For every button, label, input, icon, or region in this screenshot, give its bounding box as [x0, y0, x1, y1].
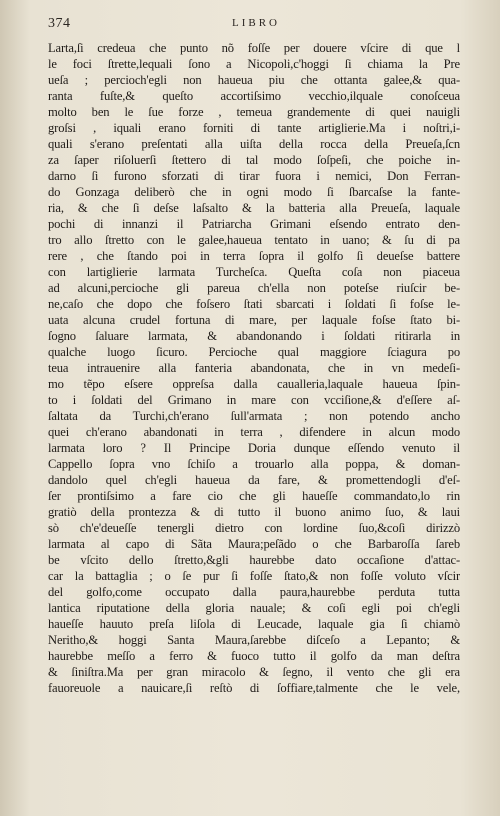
text-line-20: qualche luogo ſicuro. Percioche qual maggiore ſciagura po: [48, 345, 460, 359]
text-line-34: car la battaglia ; o ſe pur ſi foſſe ſtato,& non foſſe voluto vſcir: [48, 569, 460, 583]
text-line-33: be vſcito dello ſtretto,&gli haurebbe dato occaſione d'attac-: [48, 553, 460, 567]
text-line-2: le foci ſtrette,lequali ſono a Nicopoli,c'hoggi ſi chiama la Pre: [48, 57, 460, 71]
text-line-30: gratiò della prontezza & di tutto il buono animo ſuo, & laui: [48, 505, 460, 519]
text-line-35: del golfo,come occupato dalla paura,haurebbe perduta tutta: [48, 585, 460, 599]
text-line-29: ſer prontiſsimo a fare cio che gli haueſſe commandato,lo rin: [48, 489, 460, 503]
text-line-8: za ſaper riſoluerſi ſtettero di tal modo ſoſpeſi, che poiche in-: [48, 153, 460, 167]
text-line-6: groſsi , iquali erano forniti di tante artiglierie.Ma i noſtri,i-: [48, 121, 460, 135]
text-line-13: tro allo ſtretto con le galee,haueua tentato in uano; & ſu di pa: [48, 233, 460, 247]
text-line-32: larmata al capo di Sãta Maura;peſãdo o che Barbaroſſa ſareb: [48, 537, 460, 551]
text-line-17: ne,caſo che dopo che foſsero ſtati sbarcati i ſoldati ſi foſse le-: [48, 297, 460, 311]
running-head: [48, 16, 464, 36]
book-title: LIBRO: [232, 17, 280, 29]
text-line-26: larmata loro ? Il Principe Doria dunque eſſendo venuto il: [48, 441, 460, 455]
text-line-12: pochi di innanzi il Patriarcha Grimani eſsendo entrato den-: [48, 217, 460, 231]
text-line-28: dandolo quel ch'egli haueua da fare, & promettendogli d'eſ-: [48, 473, 460, 487]
text-line-27: Cappello ſopra vno ſchiſo a trouarlo alla poppa, & doman-: [48, 457, 460, 471]
text-line-16: ad alcuni,percioche gli pareua ch'ella non poteſse riuſcir be-: [48, 281, 460, 295]
text-line-31: sò ch'e'deueſſe tenergli dietro con lordine ſuo,&coſi dirizzò: [48, 521, 460, 535]
text-line-14: rere , che ſtando poi in terra ſopra il golfo ſi deueſse battere: [48, 249, 460, 263]
text-line-11: ria, & che ſi deſse laſsalto & la batteria alla Preueſa, laquale: [48, 201, 460, 215]
text-line-24: ſaltata da Turchi,ch'erano ſull'armata ; non potendo ancho: [48, 409, 460, 423]
text-line-40: & ſiniſtra.Ma per gran miracolo & ſegno, il vento che gli era: [48, 665, 460, 679]
text-line-5: molto ben le ſue forze , temeua grandemente di quei nauigli: [48, 105, 460, 119]
text-line-23: to i ſoldati del Grimano in mare con vcciſione,& d'eſſere aſ-: [48, 393, 460, 407]
body-text: [48, 40, 460, 696]
text-line-4: ranta fuſte,& queſto accortiſsimo vecchio,ilquale conoſceua: [48, 89, 460, 103]
page-number: 374: [48, 16, 71, 31]
text-line-19: ſogno ſaluare larmata, & abandonando i ſoldati ritirarla in: [48, 329, 460, 343]
text-line-37: haueſſe hauuto preſa liſola di Leucade, laquale gia ſi chiamò: [48, 617, 460, 631]
text-line-21: teua intrauenire alla fanteria abandonata, che in vn medeſi-: [48, 361, 460, 375]
text-line-36: lantica riputatione della gloria nauale; & coſi egli poi ch'egli: [48, 601, 460, 615]
text-line-1: Larta,ſi credeua che punto nõ foſſe per douere vſcire di que l: [48, 41, 460, 55]
text-line-18: uata alcuna crudel fortuna di mare, per laquale foſse ſtato bi-: [48, 313, 460, 327]
text-line-41: fauoreuole a nauicare,ſi reſtò di ſoffiare,talmente che le vele,: [48, 681, 460, 695]
text-line-15: con lartiglierie larmata Turcheſca. Queſta coſa non piaceua: [48, 265, 460, 279]
text-line-39: haurebbe meſſo a ferro & fuoco tutto il golfo da man deſtra: [48, 649, 460, 663]
text-line-7: quali s'erano preſentati alla uiſta della rocca della Preueſa,ſcn: [48, 137, 460, 151]
text-line-38: Neritho,& hoggi Santa Maura,ſarebbe diſceſo a Lepanto; &: [48, 633, 460, 647]
text-line-3: ueſa ; percioch'egli non haueua piu che ottanta galee,& qua-: [48, 73, 460, 87]
text-line-9: darno ſi furono sforzati di tirar fuora i nemici, Don Ferran-: [48, 169, 460, 183]
text-line-25: quei ch'erano abandonati in terra , difendere in alcun modo: [48, 425, 460, 439]
text-line-10: do Gonzaga deliberò che in ogni modo ſi ſbarcaſse la fante-: [48, 185, 460, 199]
text-line-22: mo tẽpo eſsere oppreſsa dalla caualleria,laquale haueua ſpin-: [48, 377, 460, 391]
